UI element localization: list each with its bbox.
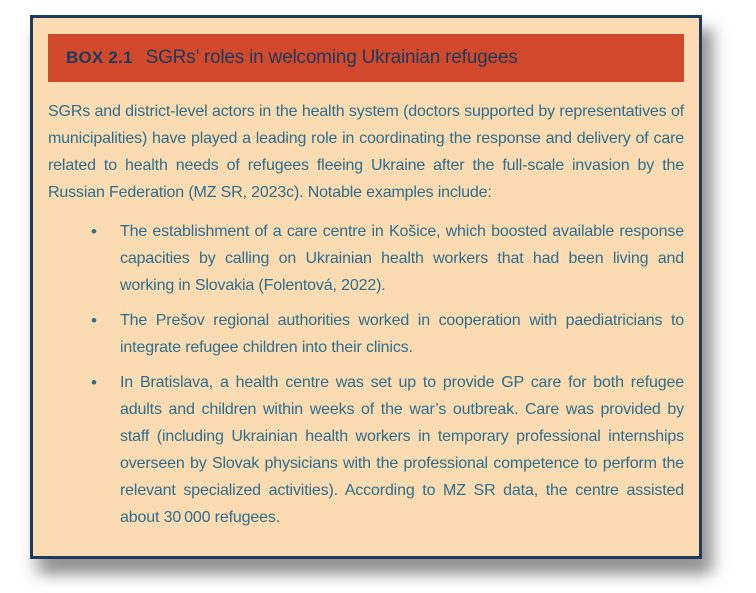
box-body xyxy=(48,98,684,531)
bullet-list xyxy=(90,218,684,531)
box-2-1 xyxy=(30,15,702,559)
box-header xyxy=(48,34,684,82)
box-intro-paragraph: SGRs and district-level actors in the health system (doctors supported by representatives of municipalities) have played a leading role in coordinating the response and delivery of care related to health needs of refugees fleeing Ukraine after the full-scale invasion by the Russian Federation (MZ SR, 2023c). Notable examples include: xyxy=(48,103,684,201)
box-label: BOX 2.1 xyxy=(66,48,133,67)
bullet-item-kosice: • The establishment of a care centre in Košice, which boosted available response capacities by calling on Ukrainian health workers that had been living and working in Slovakia (Folentová, 2022). xyxy=(90,218,684,299)
bullet-item-presov: • The Prešov regional authorities worked in cooperation with paediatricians to integrate refugee children into their clinics. xyxy=(90,307,684,361)
bullet-item-bratislava: • In Bratislava, a health centre was set up to provide GP care for both refugee adults and children within weeks of the war’s outbreak. Care was provided by staff (including Ukrainian health workers in temporary professional internships overseen by Slovak physicians with the professional competence to perform the relevant specialized activities). According to MZ SR data, the centre assisted about 30 000 refugees. xyxy=(90,369,684,531)
box-title: SGRs’ roles in welcoming Ukrainian refugees xyxy=(145,47,518,68)
